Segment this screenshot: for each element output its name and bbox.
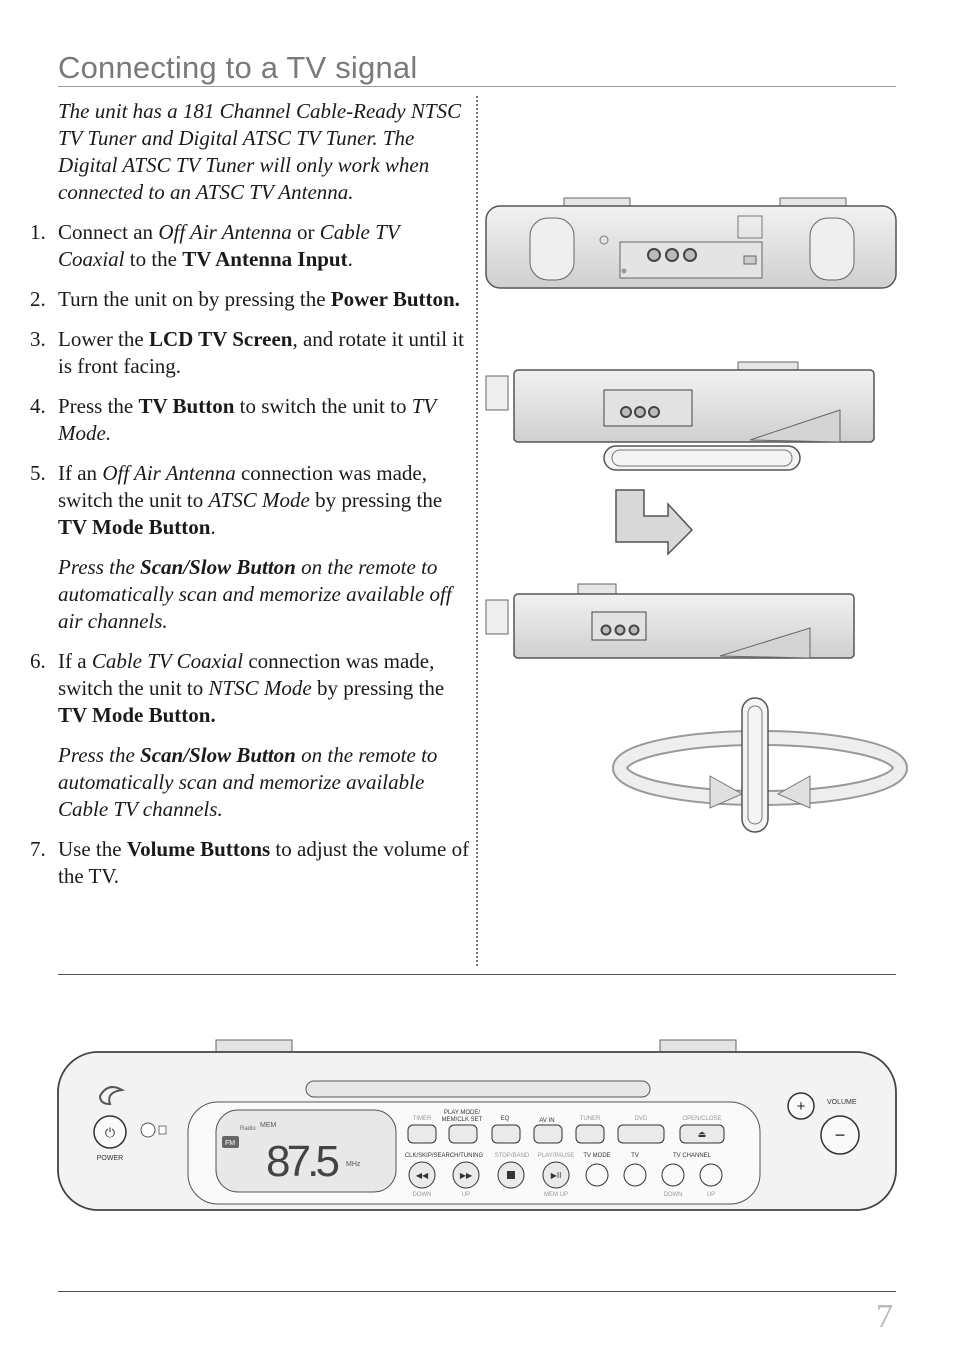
up-label: UP <box>461 1192 471 1198</box>
volume-label: VOLUME <box>827 1099 857 1106</box>
tv-mode-button[interactable] <box>586 1164 608 1186</box>
mem-clk-label: MEM/CLK SET <box>441 1117 483 1123</box>
emphasis-italic: Off Air Antenna <box>158 220 292 244</box>
tuner-button[interactable] <box>576 1125 604 1143</box>
power-label: POWER <box>96 1155 124 1162</box>
timer-label: TIMER <box>412 1116 432 1122</box>
step-item <box>30 326 470 380</box>
text-run: Turn the unit on by pressing the <box>58 287 331 311</box>
text-run: If a <box>58 649 92 673</box>
rotate-down-arrow <box>616 490 692 554</box>
text-run: or <box>291 220 320 244</box>
eject-icon: ⏏ <box>697 1129 707 1139</box>
emphasis-italic: Off Air Antenna <box>102 461 236 485</box>
step-number: 6. <box>30 649 46 673</box>
emphasis-italic: Cable TV Coaxial <box>58 220 400 271</box>
text-run: Press the <box>58 555 141 579</box>
text-run: If an <box>58 461 103 485</box>
column-divider <box>476 96 478 966</box>
play-pause-icon: ▶II <box>550 1171 562 1180</box>
text-run: to switch the unit to <box>234 394 412 418</box>
text-run: by pressing the <box>309 488 443 512</box>
steps-list <box>30 219 470 890</box>
step-text <box>58 286 470 313</box>
emphasis-bold: Volume Buttons <box>126 837 271 861</box>
step-text <box>58 393 470 447</box>
open-close-label: OPEN/CLOSE <box>682 1116 722 1122</box>
text-run: . <box>347 247 353 271</box>
text-run: Press the <box>58 743 141 767</box>
dvd-label: DVD <box>634 1116 648 1122</box>
text-run: connection was made, switch the unit to <box>58 649 435 700</box>
emphasis-bold: TV Antenna Input <box>182 247 348 271</box>
unit-screen-lowered <box>486 584 900 832</box>
unit-back-view <box>486 198 896 288</box>
emphasis-bold: Scan/Slow Button <box>140 555 296 579</box>
step-number: 2. <box>30 287 46 311</box>
tvmode-label: TV MODE <box>583 1153 611 1159</box>
tv-button[interactable] <box>624 1164 646 1186</box>
ch-up-label: UP <box>706 1192 716 1198</box>
front-control-panel <box>56 1036 900 1216</box>
display-unit: MHz <box>346 1161 361 1168</box>
page-number: 7 <box>876 1298 893 1335</box>
text-run: connection was made, switch the unit to <box>58 461 427 512</box>
emphasis-bold: TV Mode Button <box>58 515 211 539</box>
text-run: by pressing the <box>311 676 445 700</box>
text-run: Lower the <box>58 327 149 351</box>
tuner-label: TUNER <box>579 1116 601 1122</box>
step-text <box>58 460 470 541</box>
step-item <box>30 460 470 541</box>
display-mem: MEM <box>260 1122 277 1129</box>
stop-label: STOP/BAND <box>494 1153 530 1159</box>
emphasis-bold: LCD TV Screen <box>148 327 293 351</box>
tv-label: TV <box>631 1153 639 1159</box>
text-run: Use the <box>58 837 127 861</box>
text-run: to the <box>124 247 183 271</box>
stop-icon <box>507 1171 515 1179</box>
emphasis-italic: NTSC Mode <box>208 676 312 700</box>
play-label: PLAY/PAUSE <box>537 1153 575 1159</box>
tv-channel-down-button[interactable] <box>662 1164 684 1186</box>
timer-button[interactable] <box>408 1125 436 1143</box>
step-number: 7. <box>30 837 46 861</box>
step-text <box>58 219 470 273</box>
dvd-button[interactable] <box>618 1125 664 1143</box>
power-icon: ⏻ <box>104 1125 116 1140</box>
skip-forward-icon: ▶▶ <box>459 1171 473 1180</box>
text-run: Press the <box>58 394 139 418</box>
step-text <box>58 326 470 380</box>
title-rule <box>58 86 896 87</box>
down-label: DOWN <box>412 1192 432 1198</box>
clk-skip-label: CLK/SKIP/SEARCH/TUNING <box>404 1153 484 1159</box>
mem-up-label: MEM UP <box>544 1192 568 1198</box>
emphasis-bold: Scan/Slow Button <box>140 743 296 767</box>
tvch-label: TV CHANNEL <box>672 1153 712 1159</box>
play-mode-button[interactable] <box>449 1125 477 1143</box>
emphasis-bold: Power Button. <box>330 287 460 311</box>
minus-icon: − <box>834 1125 846 1145</box>
display-band: FM <box>224 1140 236 1147</box>
emphasis-italic: ATSC Mode <box>208 488 310 512</box>
plus-icon: + <box>796 1098 806 1115</box>
text-run: to adjust the volume of the TV. <box>58 837 470 888</box>
section-rule <box>58 974 896 975</box>
avin-label: AV IN <box>539 1118 555 1124</box>
emphasis-italic: Cable TV Coaxial <box>91 649 244 673</box>
unit-side-folded <box>486 362 874 470</box>
text-run: on the remote to automatically scan and memorize available off air channels. <box>58 555 452 633</box>
play-mode-label: PLAY MODE/ <box>443 1110 481 1116</box>
step-item <box>30 286 470 313</box>
step-number: 1. <box>30 220 46 244</box>
step-note <box>58 742 470 823</box>
remote-sensor <box>141 1123 155 1137</box>
step-text <box>58 648 470 729</box>
step-number: 4. <box>30 394 46 418</box>
text-run: on the remote to automatically scan and memorize available Cable TV channels. <box>58 743 438 821</box>
step-item <box>30 836 470 890</box>
unit-illustrations <box>480 190 910 840</box>
eq-label: EQ <box>500 1116 510 1122</box>
emphasis-bold: TV Button <box>138 394 235 418</box>
emphasis-bold: TV Mode Button. <box>58 703 216 727</box>
intro-paragraph: The unit has a 181 Channel Cable-Ready NTSC TV Tuner and Digital ATSC TV Tuner. The Digital ATSC TV Tuner will only work when connected to an ATSC TV Antenna. <box>58 99 462 204</box>
text-run: Connect an <box>58 220 159 244</box>
instructions-column <box>30 98 470 890</box>
step-number: 5. <box>30 461 46 485</box>
step-item <box>30 393 470 447</box>
step-text <box>58 836 470 890</box>
display-radio: Radio <box>240 1126 256 1132</box>
tv-channel-up-button[interactable] <box>700 1164 722 1186</box>
step-note <box>58 554 470 635</box>
skip-back-icon: ◀◀ <box>415 1171 429 1180</box>
text-run: . <box>210 515 216 539</box>
text-run: , and rotate it until it is front facing. <box>58 327 464 378</box>
step-item <box>30 219 470 273</box>
footer-rule <box>58 1291 896 1292</box>
emphasis-italic: TV Mode. <box>58 394 436 445</box>
eq-button[interactable] <box>492 1125 520 1143</box>
display-frequency: 87.5 <box>266 1137 340 1186</box>
ch-down-label: DOWN <box>663 1192 683 1198</box>
page-title: Connecting to a TV signal <box>58 50 418 85</box>
avin-button[interactable] <box>534 1125 562 1143</box>
step-item <box>30 648 470 729</box>
step-number: 3. <box>30 327 46 351</box>
